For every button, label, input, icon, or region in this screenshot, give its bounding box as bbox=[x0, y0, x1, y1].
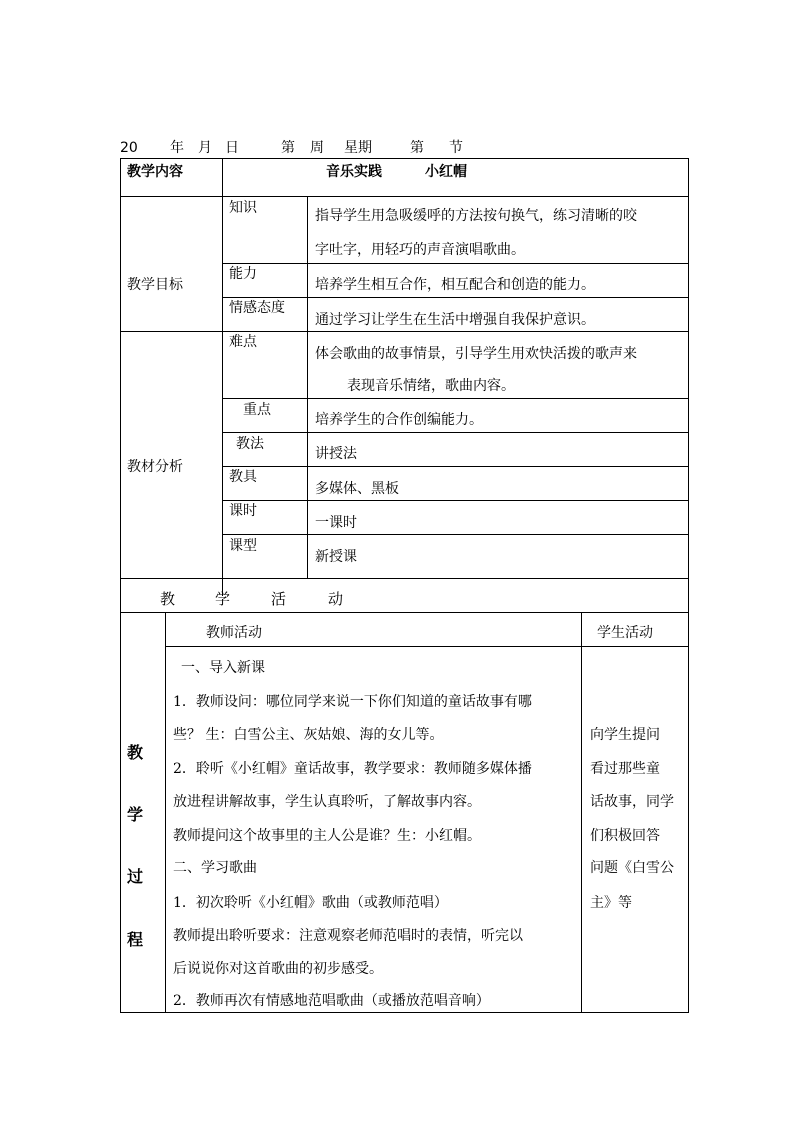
header-period-jie: 节 bbox=[449, 140, 463, 156]
activities-char-4: 动 bbox=[328, 590, 344, 608]
goal-key-attitude: 情感态度 bbox=[229, 300, 285, 316]
teacher-line: 后说说你对这首歌曲的初步感受。 bbox=[173, 961, 383, 977]
goal-ability-line-1: 培养学生相互合作，相互配合和创造的能力。 bbox=[315, 277, 595, 293]
analysis-tools-line-1: 多媒体、黑板 bbox=[315, 481, 399, 497]
content-label: 教学内容 bbox=[127, 164, 183, 180]
teacher-line: 1．初次聆听《小红帽》歌曲（或教师范唱） bbox=[173, 895, 448, 911]
goal-knowledge-line-1: 指导学生用急吸缓呼的方法按句换气，练习清晰的咬 bbox=[315, 208, 637, 224]
goals-label: 教学目标 bbox=[127, 277, 183, 293]
teacher-line: 二、学习歌曲 bbox=[173, 860, 257, 876]
analysis-key-type: 课型 bbox=[229, 538, 257, 554]
analysis-difficulty-line-2: 表现音乐情绪，歌曲内容。 bbox=[347, 378, 515, 394]
student-activity-header: 学生活动 bbox=[597, 625, 653, 641]
header-year: 年 bbox=[170, 140, 184, 156]
process-side-char-4: 程 bbox=[127, 930, 144, 949]
student-line: 们积极回答 bbox=[590, 828, 660, 844]
teacher-line: 2．教师再次有情感地范唱歌曲（或播放范唱音响） bbox=[173, 993, 490, 1009]
header-period-di: 第 bbox=[410, 140, 424, 156]
student-line: 看过那些童 bbox=[590, 761, 660, 777]
goal-attitude-line-1: 通过学习让学生在生活中增强自我保护意识。 bbox=[315, 312, 595, 328]
analysis-type-line-1: 新授课 bbox=[315, 549, 357, 565]
activities-char-3: 活 bbox=[271, 590, 287, 608]
analysis-label: 教材分析 bbox=[127, 459, 183, 475]
goal-key-knowledge: 知识 bbox=[229, 200, 257, 216]
header-weekday: 星期 bbox=[344, 140, 372, 156]
teacher-line: 教师提问这个故事里的主人公是谁？生：小红帽。 bbox=[173, 828, 481, 844]
teacher-line: 一、导入新课 bbox=[181, 660, 265, 676]
header-day: 日 bbox=[225, 140, 239, 156]
analysis-key-method: 教法 bbox=[236, 436, 264, 452]
activities-char-1: 教 bbox=[160, 590, 176, 608]
activities-char-2: 学 bbox=[215, 590, 231, 608]
analysis-key-hours: 课时 bbox=[229, 503, 257, 519]
student-line: 话故事，同学 bbox=[590, 794, 674, 810]
content-value-b: 小红帽 bbox=[425, 164, 467, 180]
header-week-zhou: 周 bbox=[310, 140, 324, 156]
analysis-key-focus: 重点 bbox=[243, 402, 271, 418]
analysis-key-difficulty: 难点 bbox=[229, 334, 257, 350]
student-line: 主》等 bbox=[590, 895, 632, 911]
analysis-hours-line-1: 一课时 bbox=[315, 515, 357, 531]
analysis-difficulty-line-1: 体会歌曲的故事情景，引导学生用欢快活拨的歌声来 bbox=[315, 346, 637, 362]
analysis-key-tools: 教具 bbox=[229, 469, 257, 485]
teacher-line: 1．教师设问：哪位同学来说一下你们知道的童话故事有哪 bbox=[173, 694, 532, 710]
teacher-line: 些？ 生：白雪公主、灰姑娘、海的女儿等。 bbox=[173, 727, 444, 743]
student-line: 向学生提问 bbox=[590, 727, 660, 743]
process-side-char-3: 过 bbox=[127, 867, 144, 886]
teacher-line: 放进程讲解故事，学生认真聆听，了解故事内容。 bbox=[173, 794, 481, 810]
content-value-a: 音乐实践 bbox=[326, 164, 382, 180]
process-side-char-2: 学 bbox=[127, 805, 144, 824]
teacher-line: 2．聆听《小红帽》童话故事，教学要求：教师随多媒体播 bbox=[173, 761, 532, 777]
goal-knowledge-line-2: 字吐字，用轻巧的声音演唱歌曲。 bbox=[315, 242, 525, 258]
teacher-activity-header: 教师活动 bbox=[206, 625, 262, 641]
student-line: 问题《白雪公 bbox=[590, 860, 674, 876]
header-year-prefix: 20 bbox=[120, 140, 138, 156]
goal-key-ability: 能力 bbox=[229, 266, 257, 282]
analysis-focus-line-1: 培养学生的合作创编能力。 bbox=[315, 412, 483, 428]
header-month: 月 bbox=[198, 140, 212, 156]
teacher-line: 教师提出聆听要求：注意观察老师范唱时的表情，听完以 bbox=[173, 928, 523, 944]
process-side-char-1: 教 bbox=[127, 743, 144, 762]
analysis-method-line-1: 讲授法 bbox=[315, 446, 357, 462]
header-week-di: 第 bbox=[281, 140, 295, 156]
